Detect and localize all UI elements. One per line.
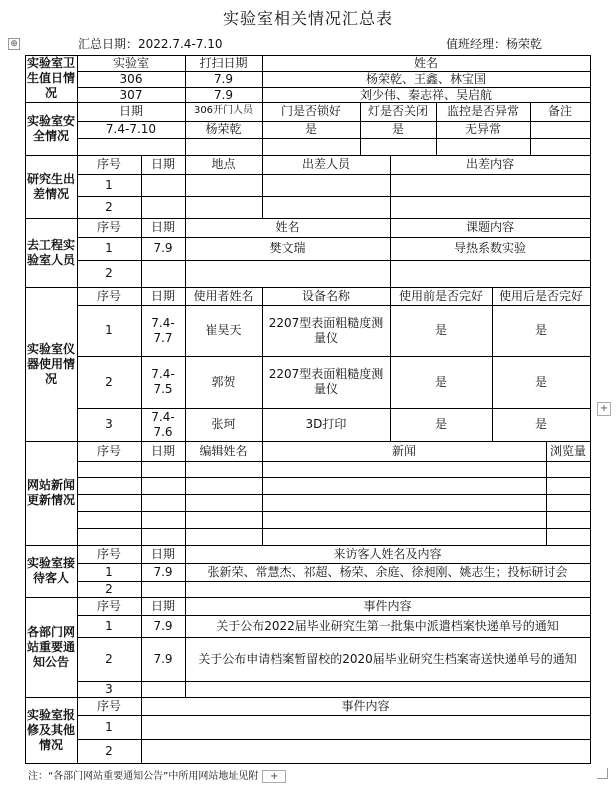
engineering-header: 姓名 [275, 220, 300, 234]
notices-cell: 关于公布申请档案暂留校的2020届毕业研究生档案寄送快递单号的通知 [198, 651, 577, 666]
safety-cell: 是 [304, 122, 317, 136]
section-engineering: 去工程实验室人员 [27, 237, 76, 267]
hygiene-header-date: 打扫日期 [199, 55, 248, 70]
notices-cell: 1 [105, 618, 113, 633]
visitors-header: 来访客人姓名及内容 [333, 546, 442, 561]
grid-line [590, 218, 591, 288]
grid-line [25, 155, 26, 219]
instruments-header: 设备名称 [301, 288, 350, 303]
news-header: 序号 [96, 443, 121, 458]
instruments-cell: 2 [105, 374, 113, 389]
grid-line [590, 102, 591, 156]
safety-header: 门是否锁好 [280, 104, 341, 118]
engineering-header: 日期 [150, 220, 175, 234]
instruments-cell: 崔昊天 [205, 323, 242, 337]
safety-header: 灯是否关闭 [367, 104, 428, 118]
section-news: 网站新闻更新情况 [27, 478, 76, 507]
section-safety: 实验室安全情况 [27, 113, 76, 143]
repairs-cell [141, 715, 590, 739]
footnote-text: 注：“各部门网站重要通知公告”中所用网站地址见附 [28, 771, 259, 782]
safety-cell: 7.4-7.10 [105, 122, 157, 136]
grid-line [77, 511, 591, 512]
trips-cell [185, 174, 262, 196]
news-header: 浏览量 [549, 443, 586, 458]
grid-line [25, 102, 26, 156]
instruments-cell: 是 [534, 417, 547, 431]
engineering-cell: 7.9 [153, 241, 173, 255]
instruments-cell: 7.4-7.5 [151, 367, 175, 396]
summary-date: 汇总日期：2022.7.4-7.10 [78, 37, 223, 51]
engineering-header: 序号 [96, 220, 121, 234]
instruments-cell: 郭贺 [211, 374, 236, 389]
notices-header: 序号 [96, 598, 121, 613]
visitors-cell: 7.9 [153, 564, 173, 579]
grid-line [25, 287, 26, 442]
grid-line [590, 287, 591, 442]
grid-line [25, 763, 591, 764]
instruments-header: 日期 [150, 288, 175, 303]
section-repairs: 实验室报修及其他情况 [27, 707, 76, 752]
hygiene-cell-lab: 306 [119, 71, 143, 86]
engineering-header: 课题内容 [465, 220, 514, 234]
instruments-cell: 2207型表面粗糙度测量仪 [268, 315, 384, 345]
repairs-cell [141, 739, 590, 763]
trips-cell [141, 174, 185, 196]
grid-line [25, 441, 26, 546]
section-instruments: 实验室仪器使用情况 [27, 341, 76, 386]
news-header: 日期 [150, 443, 175, 458]
grid-line [77, 494, 591, 495]
trips-cell: 1 [105, 177, 113, 192]
trips-cell [390, 174, 590, 196]
hygiene-cell-lab: 307 [119, 87, 143, 102]
safety-header: 306开门人员 [193, 105, 254, 117]
instruments-header: 使用者姓名 [193, 288, 254, 303]
section-trips: 研究生出差情况 [27, 171, 76, 201]
repairs-cell: 1 [105, 719, 113, 734]
notices-header: 日期 [150, 598, 175, 613]
repairs-header: 事件内容 [341, 698, 390, 713]
repairs-header: 序号 [96, 698, 121, 713]
move-handle-icon[interactable]: ⊕ [8, 38, 20, 50]
add-row-icon[interactable]: + [262, 770, 286, 783]
notices-cell: 2 [105, 651, 113, 666]
visitors-header: 序号 [96, 546, 121, 561]
trips-header: 序号 [96, 157, 121, 171]
safety-cell: 杨荣乾 [205, 122, 242, 136]
instruments-header: 使用后是否完好 [498, 288, 583, 303]
instruments-cell: 1 [105, 323, 113, 337]
visitors-cell: 1 [105, 564, 113, 579]
grid-line [590, 55, 591, 103]
hygiene-header-name: 姓名 [413, 55, 438, 70]
grid-line [77, 461, 591, 462]
engineering-cell: 导热系数实验 [453, 241, 526, 255]
instruments-cell: 是 [434, 323, 447, 337]
visitors-cell: 张新荣、常慧杰、祁超、杨荣、余庭、徐昶刚、姚志生；投标研讨会 [207, 564, 568, 579]
notices-header: 事件内容 [363, 598, 412, 613]
grid-line [25, 697, 26, 764]
table-resize-handle[interactable] [597, 768, 608, 779]
section-visitors: 实验室接待客人 [27, 556, 76, 585]
trips-header: 出差内容 [465, 157, 514, 171]
grid-line [77, 477, 591, 478]
notices-cell: 3 [105, 681, 113, 696]
instruments-cell: 是 [434, 417, 447, 431]
grid-line [590, 697, 591, 764]
instruments-cell: 7.4-7.7 [151, 315, 175, 345]
trips-header: 出差人员 [301, 157, 350, 171]
grid-line [590, 545, 591, 598]
hygiene-cell-name: 杨荣乾、王鑫、林宝国 [365, 71, 486, 86]
visitors-cell: 2 [105, 581, 113, 596]
hygiene-cell-date: 7.9 [213, 71, 234, 86]
safety-cell [530, 121, 590, 138]
instruments-cell: 7.4-7.6 [151, 409, 175, 439]
repairs-cell: 2 [105, 743, 113, 758]
trips-cell [185, 196, 262, 218]
engineering-cell: 2 [105, 266, 113, 280]
safety-header: 监控是否异常 [446, 104, 519, 118]
notices-cell: 关于公布2022届毕业研究生第一批集中派遣档案快递单号的通知 [216, 618, 559, 633]
section-hygiene: 实验室卫生值日情况 [27, 56, 76, 100]
section-notices: 各部门网站重要通知公告 [27, 624, 76, 669]
trips-cell: 2 [105, 199, 113, 214]
visitors-cell [185, 581, 590, 597]
safety-cell: 无异常 [464, 122, 501, 136]
instruments-cell: 是 [534, 374, 547, 389]
instruments-header: 使用前是否完好 [398, 288, 483, 303]
trips-cell [141, 196, 185, 218]
grid-line [590, 597, 591, 698]
grid-line [25, 597, 26, 698]
instruments-cell: 3 [105, 417, 113, 431]
footnote [28, 767, 286, 783]
notices-cell [141, 681, 185, 697]
news-header: 编辑姓名 [199, 443, 248, 458]
news-header: 新闻 [391, 443, 416, 458]
visitors-cell [141, 581, 185, 597]
engineering-cell [185, 260, 390, 287]
grid-line [590, 155, 591, 219]
page-title: 实验室相关情况汇总表 [222, 9, 393, 28]
safety-cell: 是 [391, 122, 404, 136]
hygiene-header-lab: 实验室 [112, 55, 149, 70]
visitors-header: 日期 [150, 546, 175, 561]
instruments-cell: 2207型表面粗糙度测量仪 [268, 367, 384, 396]
instruments-header: 序号 [96, 288, 121, 303]
grid-line [77, 528, 591, 529]
safety-header: 备注 [547, 104, 572, 118]
add-column-icon[interactable]: + [597, 402, 611, 416]
engineering-cell [141, 260, 185, 287]
grid-line [25, 55, 26, 103]
hygiene-cell-date: 7.9 [213, 87, 234, 102]
grid-line [77, 138, 591, 139]
instruments-cell: 是 [434, 374, 447, 389]
trips-cell [390, 196, 590, 218]
notices-cell: 7.9 [153, 651, 173, 666]
instruments-cell: 是 [534, 323, 547, 337]
trips-header: 日期 [150, 157, 175, 171]
grid-line [25, 218, 26, 288]
engineering-cell: 樊文瑞 [269, 241, 306, 255]
notices-cell [185, 681, 590, 697]
instruments-cell: 张珂 [211, 417, 236, 431]
grid-line [25, 545, 26, 598]
trips-cell [262, 174, 390, 196]
instruments-cell: 3D打印 [305, 417, 347, 431]
hygiene-cell-name: 刘少伟、秦志祥、吴启航 [359, 87, 492, 102]
notices-cell: 7.9 [153, 618, 173, 633]
engineering-cell [390, 260, 590, 287]
safety-header: 日期 [118, 104, 143, 118]
engineering-cell: 1 [105, 241, 113, 255]
duty-manager: 值班经理：杨荣乾 [446, 37, 543, 51]
trips-cell [262, 196, 390, 218]
trips-header: 地点 [211, 157, 236, 171]
